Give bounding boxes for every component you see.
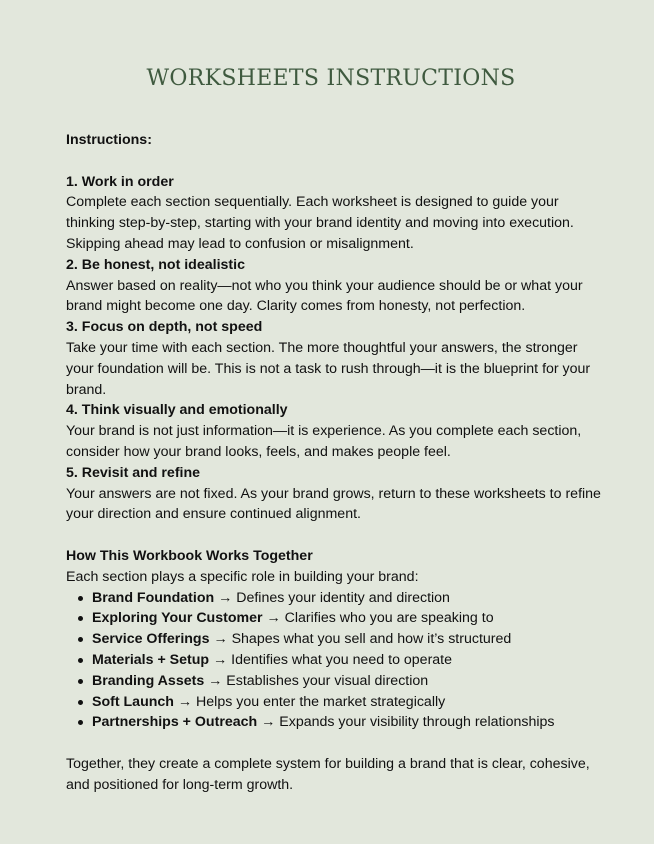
section-name: Partnerships + Outreach [92,714,258,731]
step-2 [66,255,604,317]
workbook-section-title: How This Workbook Works Together [66,547,313,564]
section-description: → Shapes what you sell and how it’s structured [209,631,512,648]
blank-line [66,525,604,546]
step-3 [66,317,604,400]
section-description: → Helps you enter the market strategically [173,693,446,710]
workbook-intro: Each section plays a specific role in building your brand: [66,568,419,585]
step-title: 1. Work in order [66,173,174,190]
step-title: 4. Think visually and emotionally [66,402,288,419]
section-description: → Expands your visibility through relationships [257,714,555,731]
workbook-section-list [66,588,604,734]
step-body: Your brand is not just information—it is experience. As you complete each section, consider how your brand looks, feels, and makes people feel. [66,423,582,460]
section-name: Branding Assets [92,672,205,689]
list-item [92,712,604,733]
list-item [92,588,604,609]
section-description: → Clarifies who you are speaking to [262,610,494,627]
instructions-label: Instructions: [66,132,152,148]
spacer [66,94,604,130]
list-item [92,692,604,713]
section-description: → Establishes your visual direction [204,672,429,689]
document-body [66,130,604,796]
blank-line [66,151,604,172]
step-body: Complete each section sequentially. Each worksheet is designed to guide your thinking step-by-step, starting with your brand identity and moving into execution. Skipping ahead may lead to confusion or misalignment. [66,194,574,252]
step-1 [66,172,604,255]
page-title: WORKSHEETS INSTRUCTIONS [146,66,516,91]
section-name: Exploring Your Customer [92,610,263,627]
section-name: Soft Launch [92,693,174,710]
list-item [92,629,604,650]
step-title: 2. Be honest, not idealistic [66,256,245,273]
step-5 [66,463,604,525]
section-name: Service Offerings [92,631,210,648]
step-4 [66,400,604,462]
step-body: Answer based on reality—not who you think your audience should be or what your brand might become one day. Clarity comes from honesty, not perfection. [66,277,583,315]
step-title: 5. Revisit and refine [66,464,201,481]
list-item [92,671,604,692]
list-item [92,608,604,629]
blank-line [66,733,604,754]
step-title: 3. Focus on depth, not speed [66,319,263,336]
step-body: Your answers are not fixed. As your brand grows, return to these worksheets to refine your direction and ensure continued alignment. [66,485,601,523]
section-name: Brand Foundation [92,589,215,606]
section-description: → Defines your identity and direction [214,589,450,606]
list-item [92,650,604,671]
section-description: → Identifies what you need to operate [209,651,453,668]
section-name: Materials + Setup [92,651,210,668]
step-body: Take your time with each section. The more thoughtful your answers, the stronger your foundation will be. This is not a task to rush through—it is the blueprint for your brand. [66,339,591,398]
closing-paragraph: Together, they create a complete system for building a brand that is clear, cohesive, and positioned for long-term growth. [66,755,590,793]
